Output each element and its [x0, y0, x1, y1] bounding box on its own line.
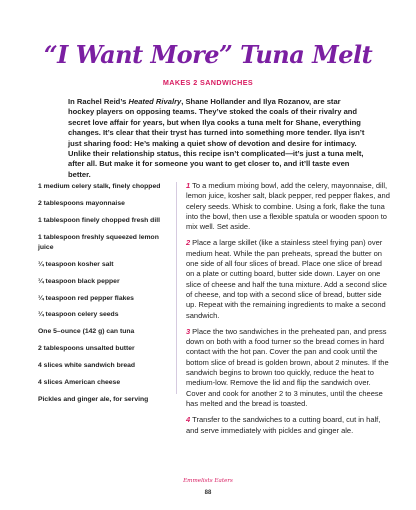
- ingredient-item: 2 tablespoons mayonnaise: [38, 199, 125, 207]
- recipe-title: “I Want More” Tuna Melt: [43, 40, 373, 69]
- ingredients-list: [38, 182, 166, 412]
- recipe-intro: [68, 97, 368, 180]
- ingredient-item: One 5–ounce (142 g) can tuna: [38, 328, 135, 336]
- intro-text-start: In Rachel Reid’s: [68, 97, 129, 106]
- footer-logo: Emmelists Eaters: [183, 478, 233, 484]
- method-step: [186, 238, 392, 320]
- ingredient-item: 1 medium celery stalk, finely chopped: [38, 183, 161, 190]
- method-step: [186, 415, 392, 436]
- step-number: 3: [186, 326, 191, 336]
- method-step: [186, 181, 392, 232]
- method-step: [186, 327, 392, 409]
- ingredient-item: ¼ teaspoon red pepper flakes: [38, 294, 134, 302]
- step-text: Place a large skillet (like a stainless steel frying pan) over medium heat. While the pan preheats, spread the butter on one side of all four slices of bread. Place one slice of bread on a plate or cutting board, butter side down. Layer on one slice of cheese and half the tuna mixture. Add a second slice of cheese, and top with a second slice of bread, butter side up. Repeat with the remaining ingredients to make a second sandwich.: [186, 238, 387, 320]
- method-steps: [186, 181, 392, 442]
- book-title: Heated Rivalry: [128, 97, 182, 106]
- page-number: 88: [204, 490, 212, 496]
- intro-text-end: , Shane Hollander and Ilya Rozanov, are star hockey players on opposing teams. They’ve stoked the coals of their rivalry and secret love affair for years, but when Ilya cooks a tuna melt for Shane, everything changes. It’s clear that their tryst has turned into something more tender. Ilya isn’t just sharing food: He’s making a quiet show of devotion and desire for intimacy. Unlike their relationship status, this recipe isn’t complicated—it’s just a tuna melt, after all. But make it for someone you want to get closer to, and it’ll taste even better.: [68, 97, 365, 179]
- ingredient-item: ¼ teaspoon kosher salt: [38, 260, 114, 268]
- ingredient-item: 4 slices white sandwich bread: [38, 362, 136, 370]
- step-text: To a medium mixing bowl, add the celery, mayonnaise, dill, lemon juice, kosher salt, black pepper, red pepper flakes, and celery seeds. Whisk to combine. Using a fork, flake the tuna into the bowl, then use a flexible spatula or wooden spoon to mix well. Set aside.: [186, 181, 390, 232]
- ingredient-item: ¼ teaspoon black pepper: [38, 277, 120, 285]
- recipe-yield: MAKES 2 SANDWICHES: [162, 78, 254, 87]
- step-number: 1: [186, 181, 191, 190]
- step-number: 2: [186, 238, 191, 248]
- ingredient-item: 4 slices American cheese: [38, 379, 121, 387]
- ingredient-item: ¼ teaspoon celery seeds: [38, 311, 119, 319]
- ingredient-item: 1 tablespoon freshly squeezed lemon juice: [38, 233, 159, 251]
- step-text: Place the two sandwiches in the preheated pan, and press down on both with a food turner so the bread comes in hard contact with the hot pan. Cover the pan and cook until the bottom slice of bread is golden brown, about 2 minutes. If the sandwich begins to brown too quickly, reduce the heat to medium-low. Remove the lid and flip the sandwich over. Cover and cook for another 2 to 3 minutes, until the cheese has melted and the bread is toasted.: [186, 326, 389, 408]
- ingredient-item: 1 tablespoon finely chopped fresh dill: [38, 216, 160, 224]
- step-text: Transfer to the sandwiches to a cutting board, cut in half, and serve immediately with pickles and ginger ale.: [186, 415, 381, 435]
- column-divider: [176, 182, 177, 394]
- step-number: 4: [186, 415, 191, 425]
- ingredient-item: 2 tablespoons unsalted butter: [38, 345, 135, 353]
- ingredient-item: Pickles and ginger ale, for serving: [38, 396, 149, 404]
